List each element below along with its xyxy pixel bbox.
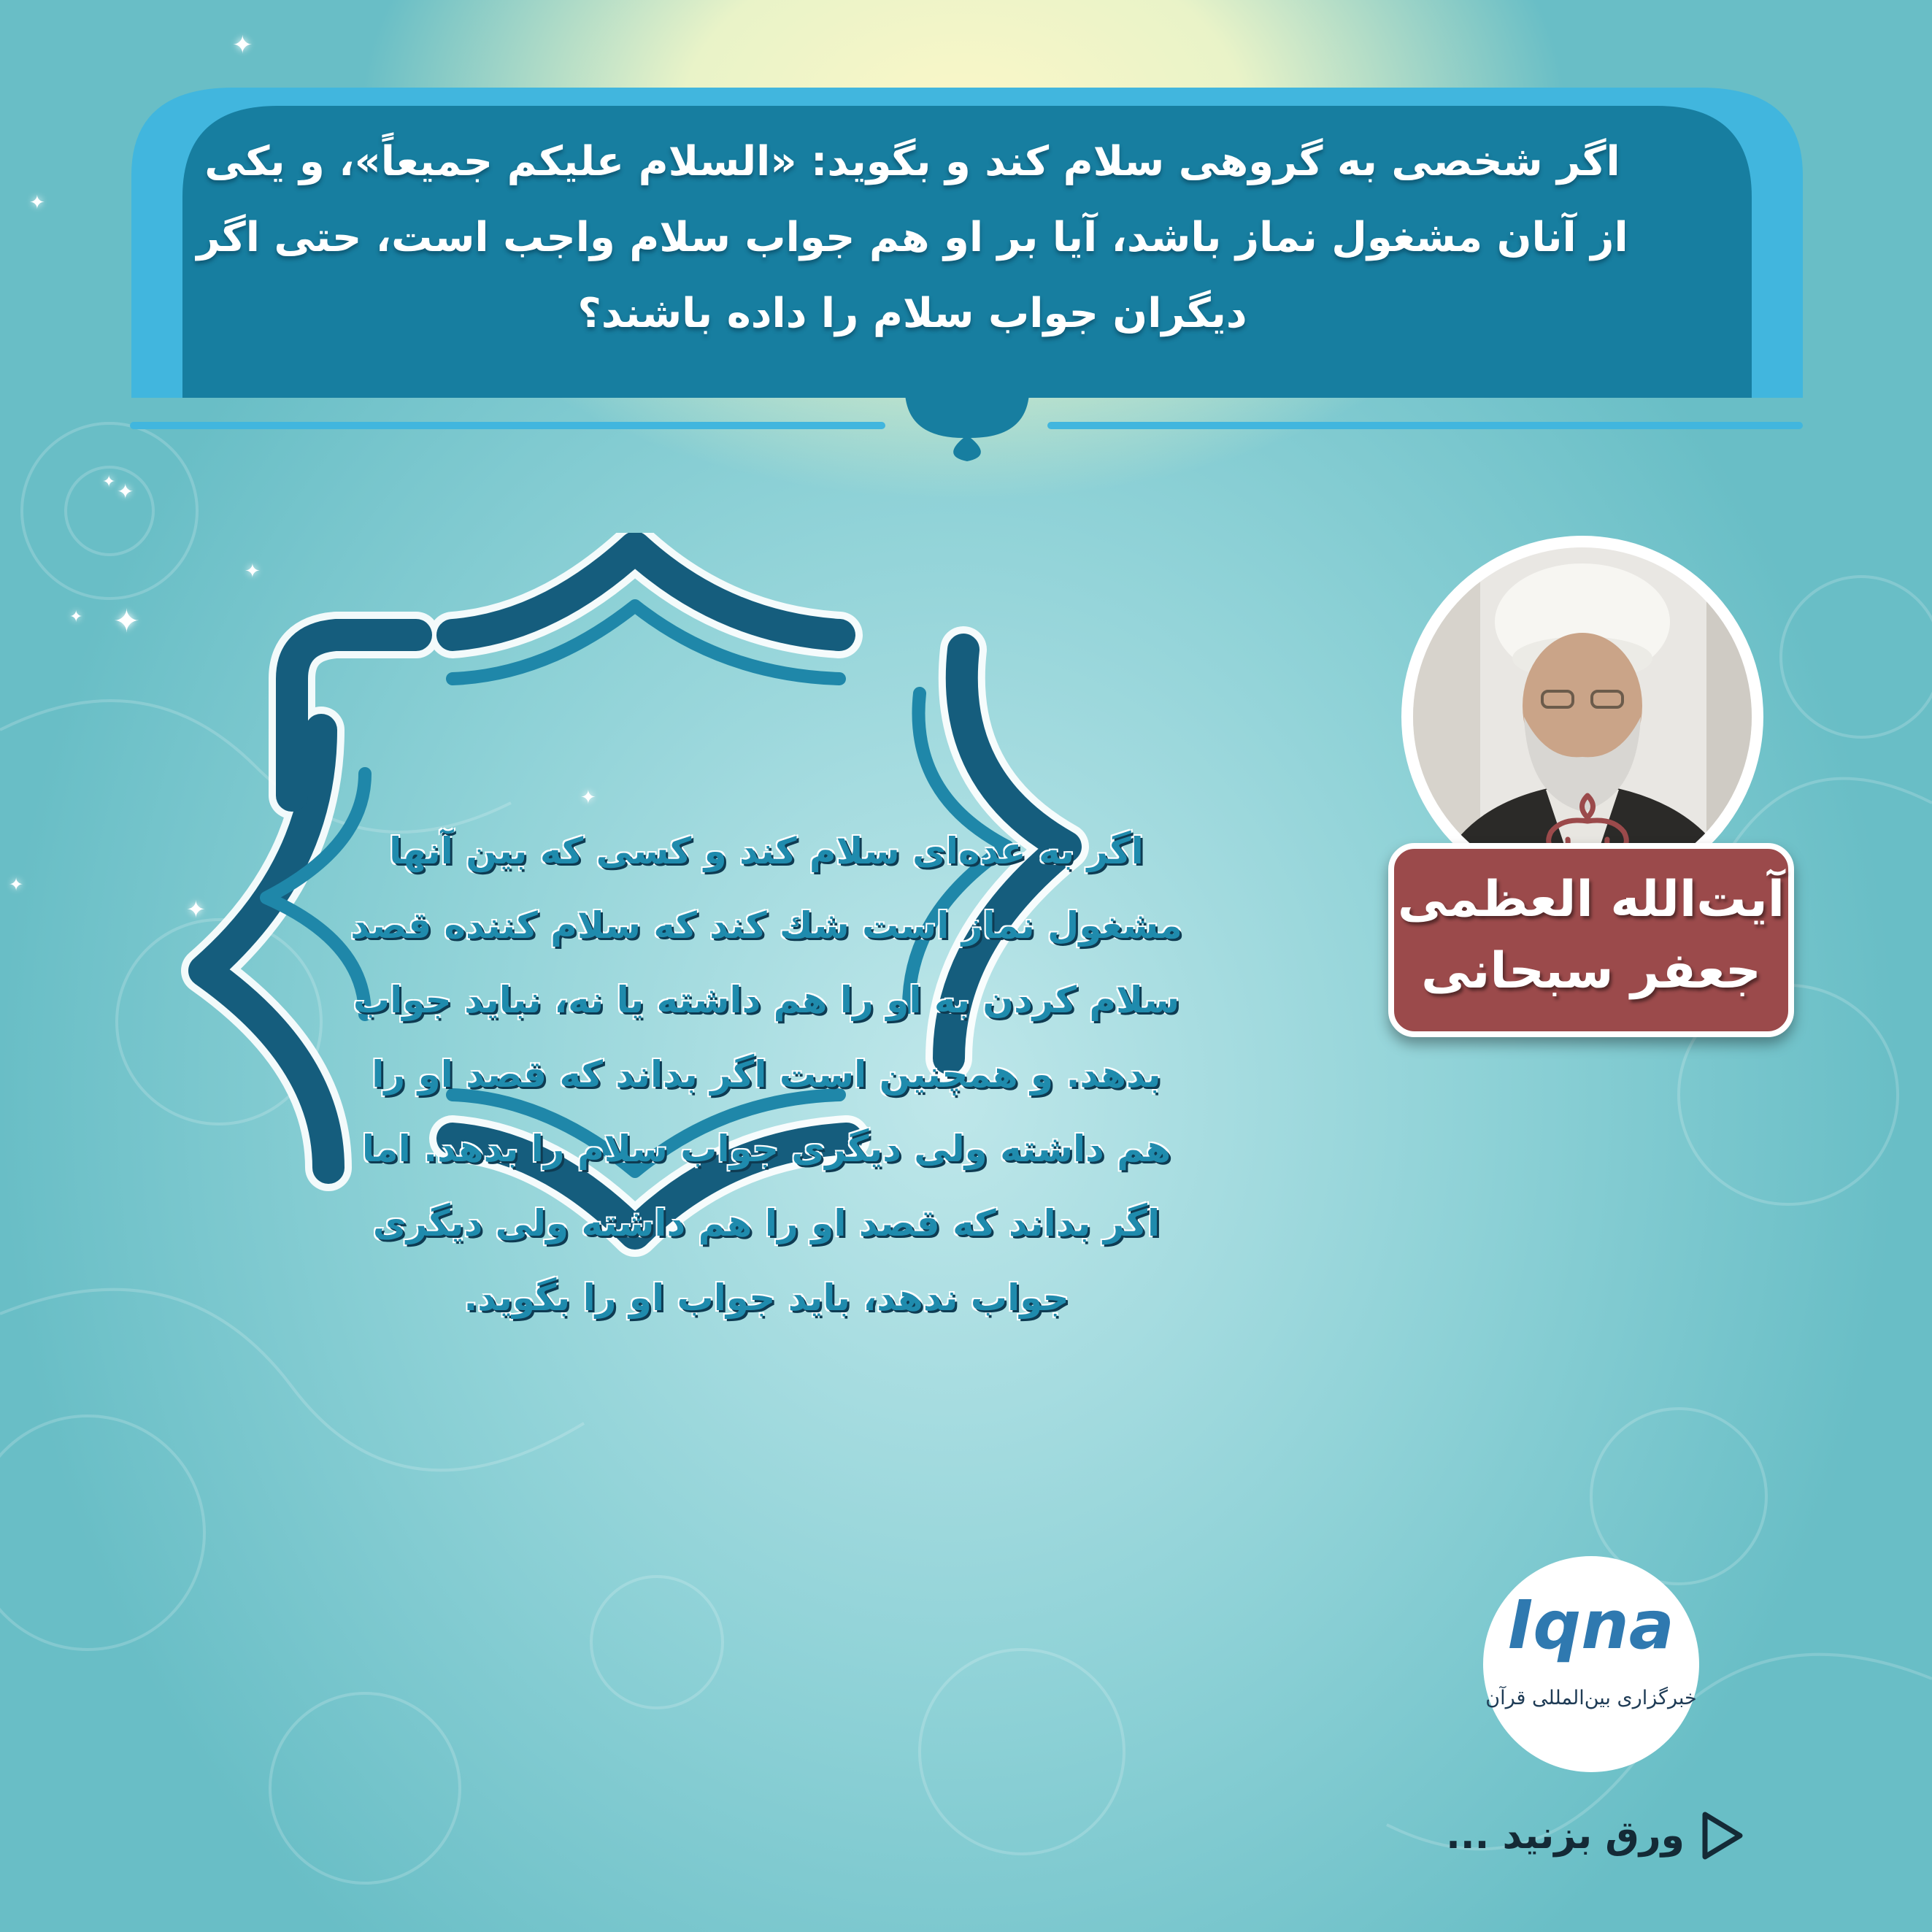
sparkle-icon: ✦ (117, 480, 134, 504)
question-text: اگر شخصی به گروهی سلام کند و بگوید: «السلام علیکم جمیعاً»، و یکی از آنان مشغول نماز باشد، آیا بر او هم جواب سلام واجب است، حتی اگر دیگران جواب سلام را داده باشند؟ (196, 138, 1628, 337)
iqna-logo (1482, 1555, 1701, 1774)
sparkle-icon: ✦ (232, 31, 253, 60)
swipe-hint[interactable] (1401, 1803, 1744, 1869)
svg-text:Iqna: Iqna (1508, 1586, 1674, 1664)
sparkle-icon: ✦ (580, 787, 596, 809)
answer-text: اگر به عده‌ای سلام کند و کسی که بین آنها مشغول نماز است شك کند که سلام کننده قصد سلام کردن به او را هم داشته یا نه، نباید جواب بدهد. و همچنین است اگر بداند که قصد او را هم داشته ولی دیگری جواب سلام را بدهد. اما اگر بداند که قصد او را هم داشته ولی دیگری جواب ندهد، باید جواب او را بگوید. (350, 830, 1182, 1319)
scholar-name: جعفر سبحانی (1421, 942, 1761, 1000)
scholar-title: آیت‌الله العظمی (1397, 871, 1785, 928)
sparkle-icon: ✦ (186, 896, 206, 923)
sparkle-icon: ✦ (9, 874, 24, 895)
play-triangle-icon[interactable] (1699, 1810, 1744, 1861)
svg-text:خبرگزاری بین‌المللی قرآن: خبرگزاری بین‌المللی قرآن (1485, 1687, 1697, 1709)
sparkle-icon: ✦ (69, 608, 83, 626)
sparkle-icon: ✦ (113, 603, 140, 640)
sparkle-icon: ✦ (29, 192, 45, 214)
sparkle-icon: ✦ (245, 561, 261, 582)
scholar-nameplate (1388, 843, 1794, 1037)
sparkle-icon: ✦ (102, 473, 116, 491)
swipe-label: ورق بزنید ... (1446, 1814, 1685, 1858)
